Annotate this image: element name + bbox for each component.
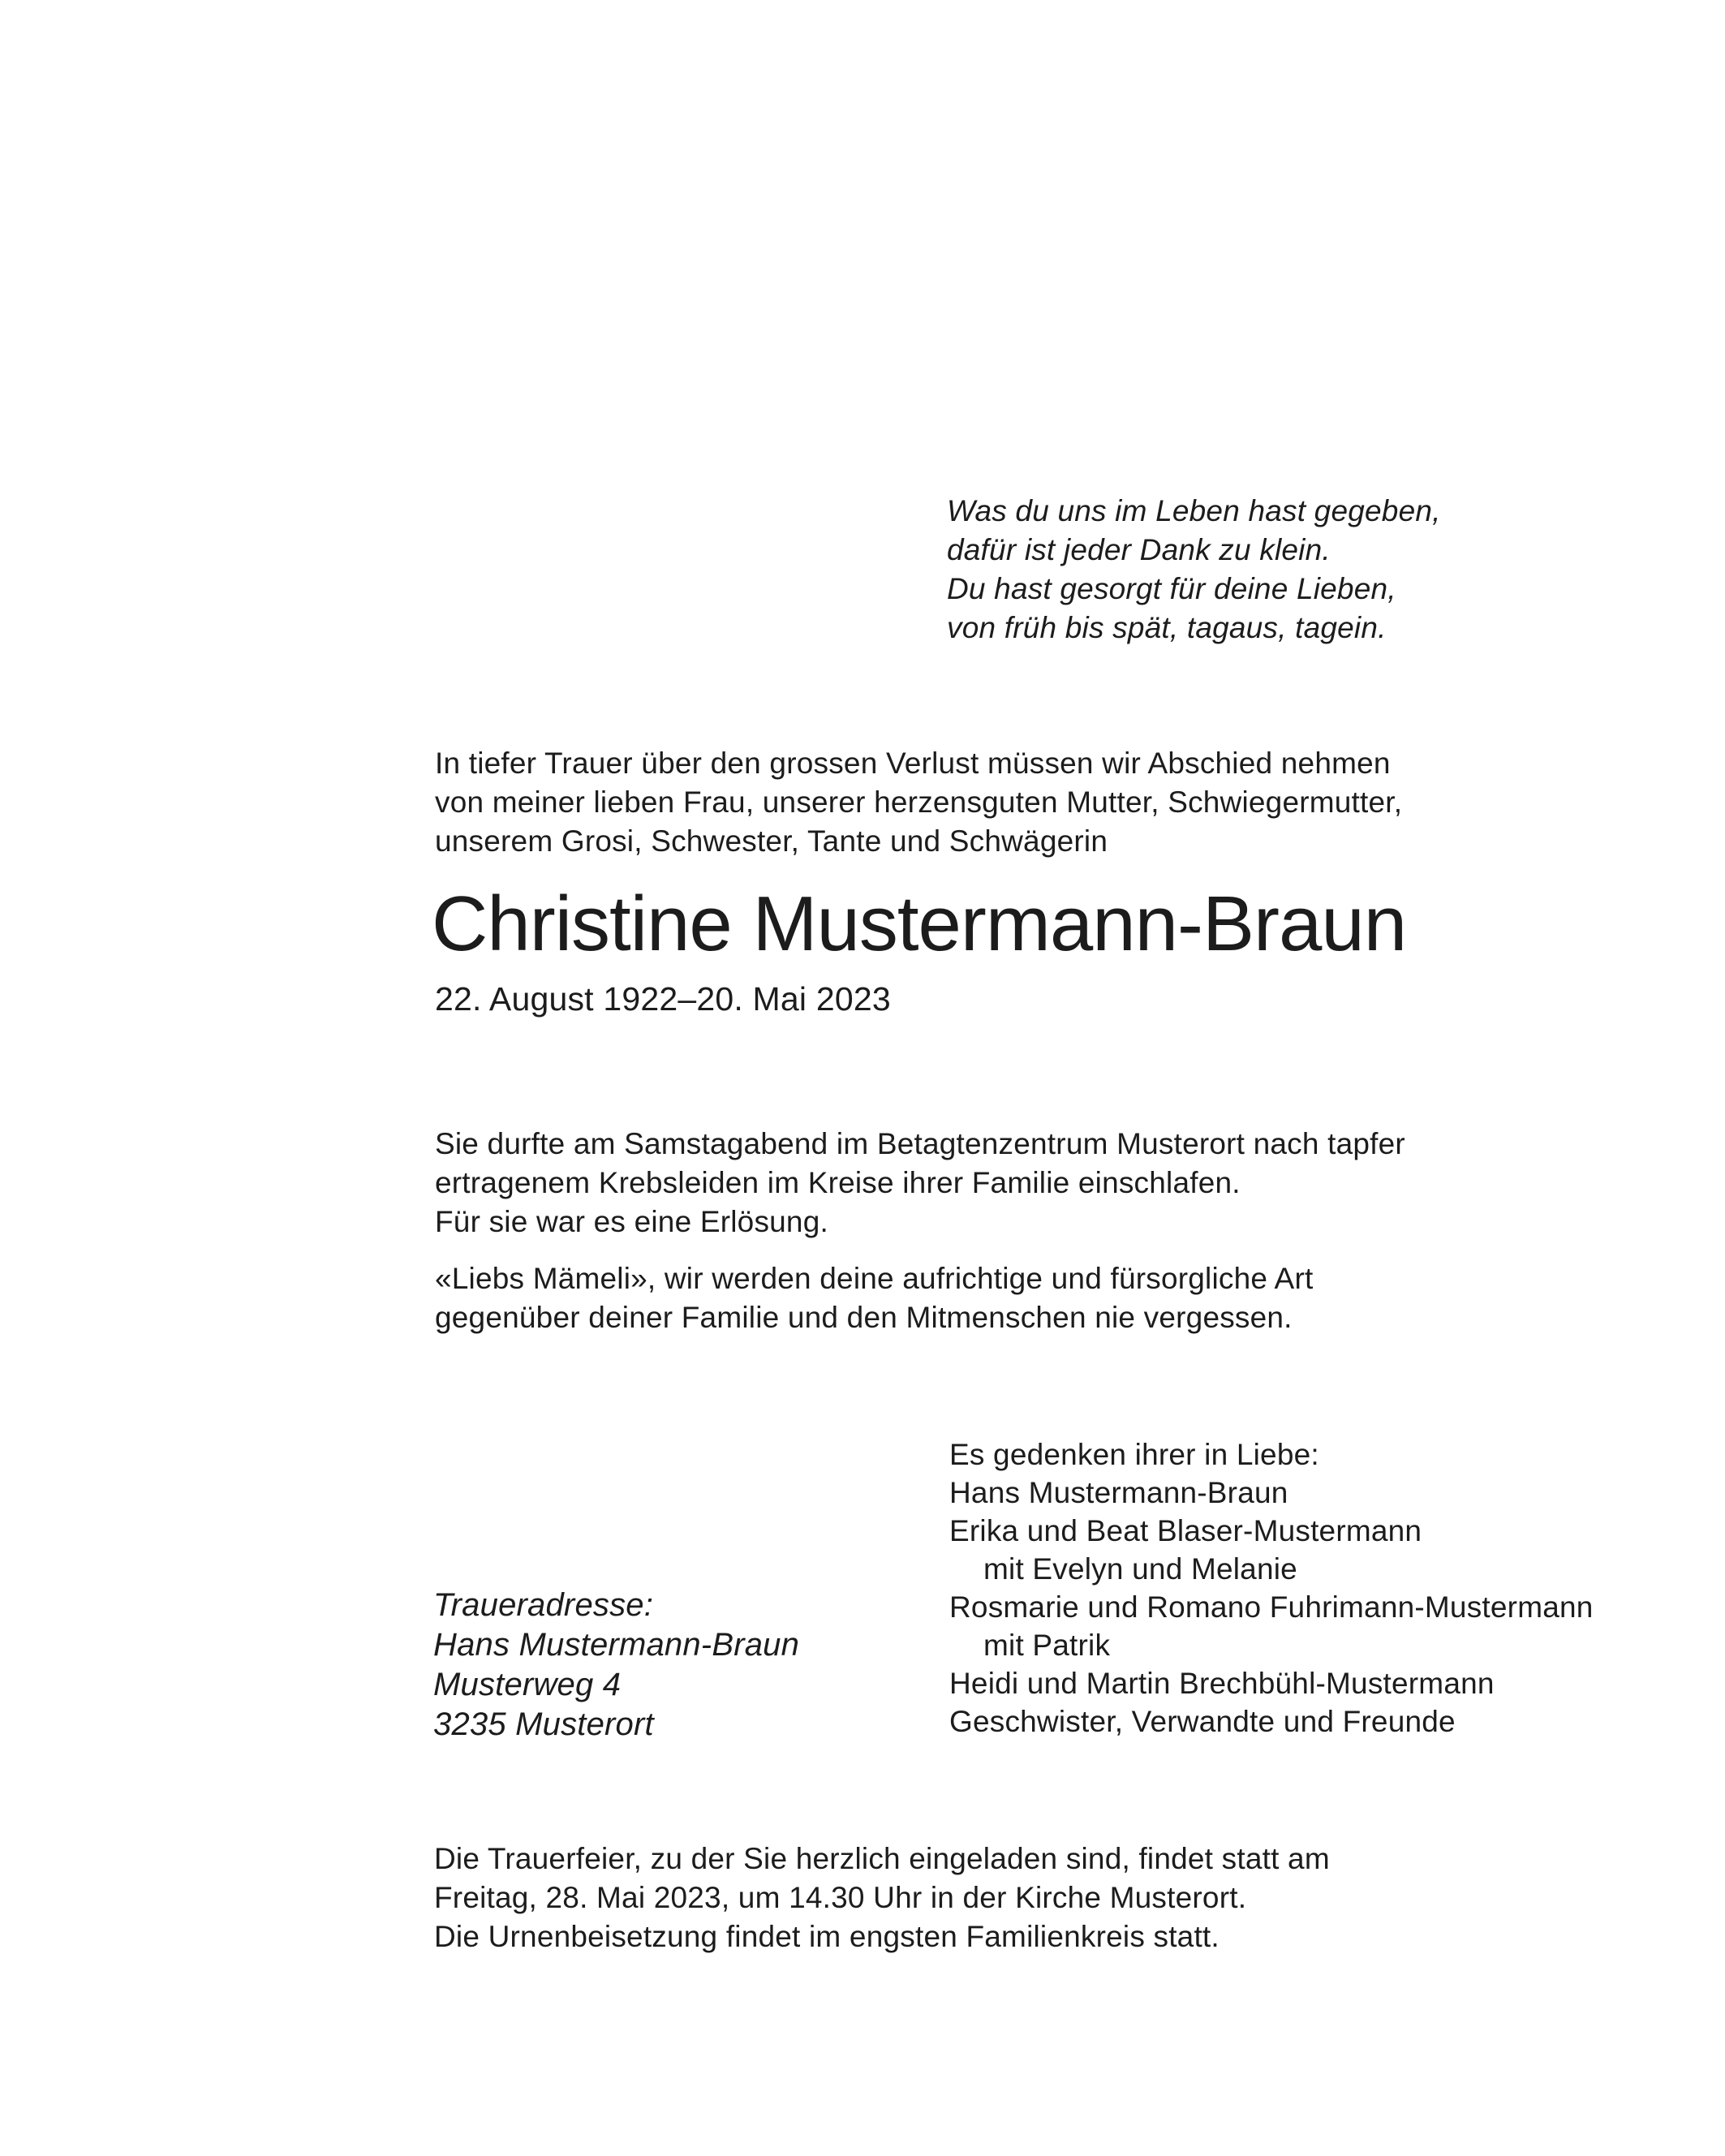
intro-line: unserem Grosi, Schwester, Tante und Schwägerin [435, 824, 1108, 858]
poem-line: Was du uns im Leben hast gegeben, [947, 494, 1441, 527]
passing-line: Sie durfte am Samstagabend im Betagtenzentrum Musterort nach tapfer [435, 1127, 1405, 1160]
intro-line: von meiner lieben Frau, unserer herzensguten Mutter, Schwiegermutter, [435, 785, 1403, 819]
poem-line: von früh bis spät, tagaus, tagein. [947, 611, 1387, 644]
deceased-name: Christine Mustermann-Braun [432, 880, 1407, 967]
address-line: Hans Mustermann-Braun [433, 1627, 800, 1663]
mourning-address [433, 1586, 799, 1745]
funeral-details [434, 1840, 1330, 1956]
mourner-entry: mit Patrik [983, 1629, 1111, 1662]
funeral-line: Die Trauerfeier, zu der Sie herzlich eingeladen sind, findet statt am [434, 1842, 1330, 1875]
tribute-line: gegenüber deiner Familie und den Mitmenschen nie vergessen. [435, 1301, 1293, 1334]
mourners-heading: Es gedenken ihrer in Liebe: [949, 1438, 1319, 1471]
poem-line: dafür ist jeder Dank zu klein. [947, 533, 1331, 566]
mourner-entry: Rosmarie und Romano Fuhrimann-Mustermann [949, 1590, 1594, 1624]
address-line: Musterweg 4 [433, 1667, 622, 1702]
mourner-entry: mit Evelyn und Melanie [983, 1552, 1297, 1586]
funeral-line: Die Urnenbeisetzung findet im engsten Familienkreis statt. [434, 1920, 1220, 1953]
intro-line: In tiefer Trauer über den grossen Verlust müssen wir Abschied nehmen [435, 747, 1391, 780]
life-dates: 22. August 1922–20. Mai 2023 [435, 980, 891, 1018]
memorial-poem [947, 492, 1441, 648]
address-line: 3235 Musterort [433, 1706, 654, 1742]
poem-line: Du hast gesorgt für deine Lieben, [947, 572, 1396, 605]
address-label: Traueradresse: [433, 1587, 654, 1623]
passing-line: ertragenem Krebsleiden im Kreise ihrer Familie einschlafen. [435, 1166, 1241, 1199]
tribute-line: «Liebs Mämeli», wir werden deine aufrichtige und fürsorgliche Art [435, 1262, 1314, 1295]
mourner-entry: Heidi und Martin Brechbühl-Mustermann [949, 1667, 1495, 1700]
mourners-list [949, 1435, 1594, 1741]
mourner-entry: Erika und Beat Blaser-Mustermann [949, 1514, 1422, 1547]
tribute-paragraph [435, 1259, 1313, 1337]
mourner-entry: Geschwister, Verwandte und Freunde [949, 1705, 1456, 1738]
passing-line: Für sie war es eine Erlösung. [435, 1205, 828, 1238]
funeral-line: Freitag, 28. Mai 2023, um 14.30 Uhr in der Kirche Musterort. [434, 1881, 1247, 1914]
passing-paragraph [435, 1125, 1405, 1242]
intro-paragraph [435, 744, 1402, 861]
mourner-entry: Hans Mustermann-Braun [949, 1476, 1288, 1509]
